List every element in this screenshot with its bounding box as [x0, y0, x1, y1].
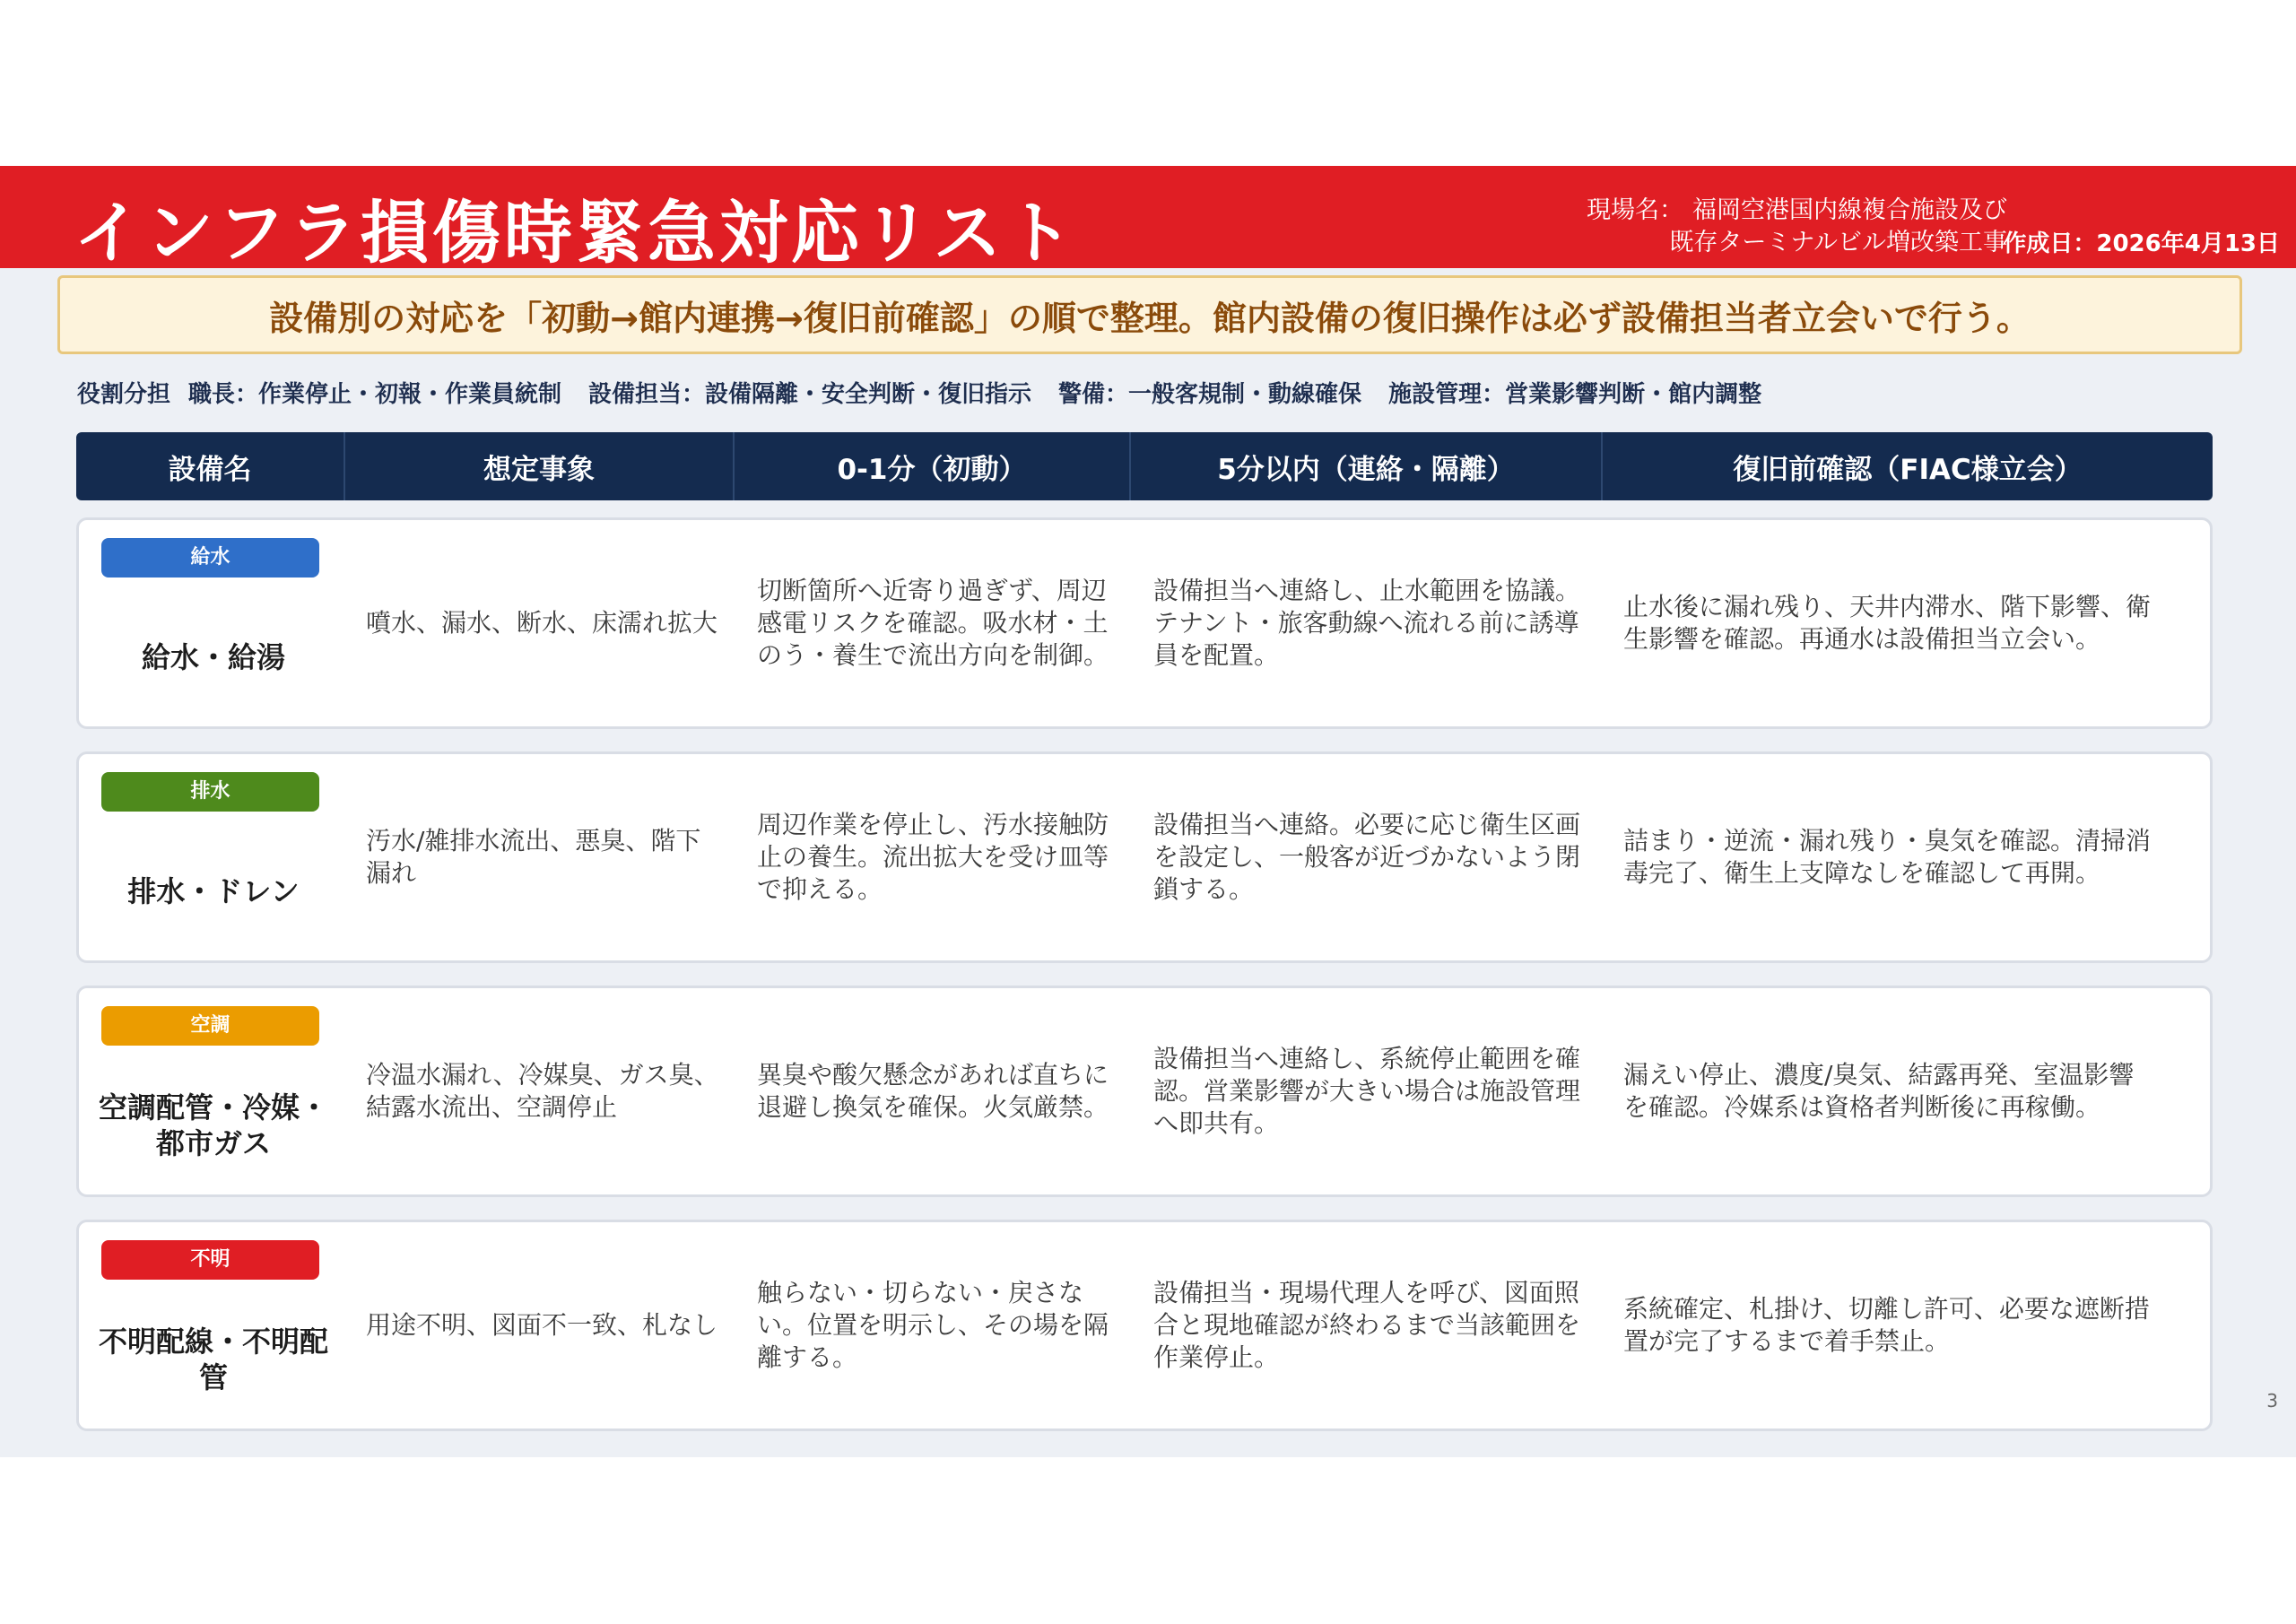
site-label: 現場名： — [1587, 196, 1683, 224]
equipment-cell — [79, 754, 348, 960]
page-number: 3 — [2266, 1390, 2278, 1411]
pre-restoration-text: 詰まり・逆流・漏れ残り・臭気を確認。清掃消毒完了、衛生上支障なしを確認して再開。 — [1623, 826, 2152, 888]
table-row — [76, 986, 2213, 1197]
pre-restoration-cell — [1623, 754, 2152, 960]
pre-restoration-cell — [1623, 988, 2152, 1194]
role-item: 設備担当：設備隔離・安全判断・復旧指示 — [588, 380, 1032, 408]
contact-isolation-text: 設備担当へ連絡し、止水範囲を協議。テナント・旅客動線へ流れる前に誘導員を配置。 — [1153, 576, 1581, 670]
table-row — [76, 517, 2213, 729]
contact-isolation-cell — [1153, 988, 1593, 1194]
category-badge: 空調 — [101, 1006, 319, 1046]
initial-response-text: 周辺作業を停止し、汚水接触防止の養生。流出拡大を受け皿等で抑える。 — [757, 810, 1109, 904]
pre-restoration-text: 止水後に漏れ残り、天井内滞水、階下影響、衛生影響を確認。再通水は設備担当立会い。 — [1623, 592, 2152, 654]
initial-response-cell — [757, 988, 1116, 1194]
equipment-name: 空調配管・冷媒・都市ガス — [98, 1090, 328, 1160]
header-bar — [0, 166, 2296, 273]
initial-response-text: 異臭や酸欠懸念があれば直ちに退避し換気を確保。火気厳禁。 — [757, 1060, 1109, 1122]
initial-response-text: 触らない・切らない・戻さない。位置を明示し、その場を隔離する。 — [757, 1278, 1109, 1372]
role-label: 役割分担 — [77, 380, 171, 408]
header-equipment: 設備名 — [76, 432, 345, 500]
header-contact-isolation: 5分以内（連絡・隔離） — [1131, 432, 1603, 500]
event-cell — [366, 1222, 725, 1429]
contact-isolation-cell — [1153, 1222, 1593, 1429]
event-cell — [366, 754, 725, 960]
event-text: 汚水/雑排水流出、悪臭、階下漏れ — [366, 826, 701, 888]
pre-restoration-text: 漏えい停止、濃度/臭気、結露再発、室温影響を確認。冷媒系は資格者判断後に再稼働。 — [1623, 1060, 2135, 1122]
page-title: インフラ損傷時緊急対応リスト — [74, 193, 1077, 273]
event-text: 冷温水漏れ、冷媒臭、ガス臭、結露水流出、空調停止 — [366, 1060, 719, 1122]
header-initial-response: 0-1分（初動） — [735, 432, 1131, 500]
pre-restoration-cell — [1623, 520, 2152, 726]
created-date: 作成日：2026年4月13日 — [2003, 230, 2280, 257]
pre-restoration-text: 系統確定、札掛け、切離し許可、必要な遮断措置が完了するまで着手禁止。 — [1623, 1294, 2150, 1356]
initial-response-text: 切断箇所へ近寄り過ぎず、周辺感電リスクを確認。吸水材・土のう・養生で流出方向を制御。 — [757, 576, 1109, 670]
initial-response-cell — [757, 1222, 1116, 1429]
initial-response-cell — [757, 754, 1116, 960]
category-badge: 不明 — [101, 1240, 319, 1280]
event-text: 噴水、漏水、断水、床濡れ拡大 — [366, 608, 718, 638]
equipment-name: 排水・ドレン — [127, 874, 300, 908]
slide — [0, 166, 2296, 1457]
event-cell — [366, 988, 725, 1194]
summary-text: 設備別の対応を「初動→館内連携→復旧前確認」の順で整理。館内設備の復旧操作は必ず設備担当者立会いで行う。 — [269, 298, 2031, 338]
equipment-name: 給水・給湯 — [141, 640, 285, 674]
header-pre-restoration-check: 復旧前確認（FIAC様立会） — [1733, 453, 2083, 486]
contact-isolation-text: 設備担当へ連絡。必要に応じ衛生区画を設定し、一般客が近づかないよう閉鎖する。 — [1153, 810, 1581, 904]
role-item: 警備：一般客規制・動線確保 — [1058, 380, 1362, 408]
site-name-line2: 既存ターミナルビル増改築工事 — [1669, 229, 2007, 256]
category-badge: 排水 — [101, 772, 319, 812]
equipment-name: 不明配線・不明配管 — [98, 1324, 328, 1394]
category-badge: 給水 — [101, 538, 319, 578]
pre-restoration-cell — [1623, 1222, 2152, 1429]
equipment-cell — [79, 988, 348, 1194]
equipment-cell — [79, 1222, 348, 1429]
event-text: 用途不明、図面不一致、札なし — [366, 1310, 718, 1340]
role-assignment — [77, 372, 1788, 412]
table-row — [76, 1220, 2213, 1431]
summary-banner — [57, 275, 2242, 354]
table-header — [76, 432, 2213, 500]
initial-response-cell — [757, 520, 1116, 726]
equipment-cell — [79, 520, 348, 726]
site-info — [1587, 195, 2007, 259]
event-cell — [366, 520, 725, 726]
contact-isolation-cell — [1153, 520, 1593, 726]
contact-isolation-text: 設備担当へ連絡し、系統停止範囲を確認。営業影響が大きい場合は施設管理へ即共有。 — [1153, 1044, 1581, 1138]
header-event: 想定事象 — [345, 432, 735, 500]
contact-isolation-cell — [1153, 754, 1593, 960]
contact-isolation-text: 設備担当・現場代理人を呼び、図面照合と現地確認が終わるまで当該範囲を作業停止。 — [1153, 1278, 1581, 1372]
table-row — [76, 751, 2213, 963]
role-item: 施設管理：営業影響判断・館内調整 — [1388, 380, 1762, 408]
site-name-line1: 福岡空港国内線複合施設及び — [1692, 196, 2007, 224]
role-item: 職長：作業停止・初報・作業員統制 — [188, 380, 562, 408]
